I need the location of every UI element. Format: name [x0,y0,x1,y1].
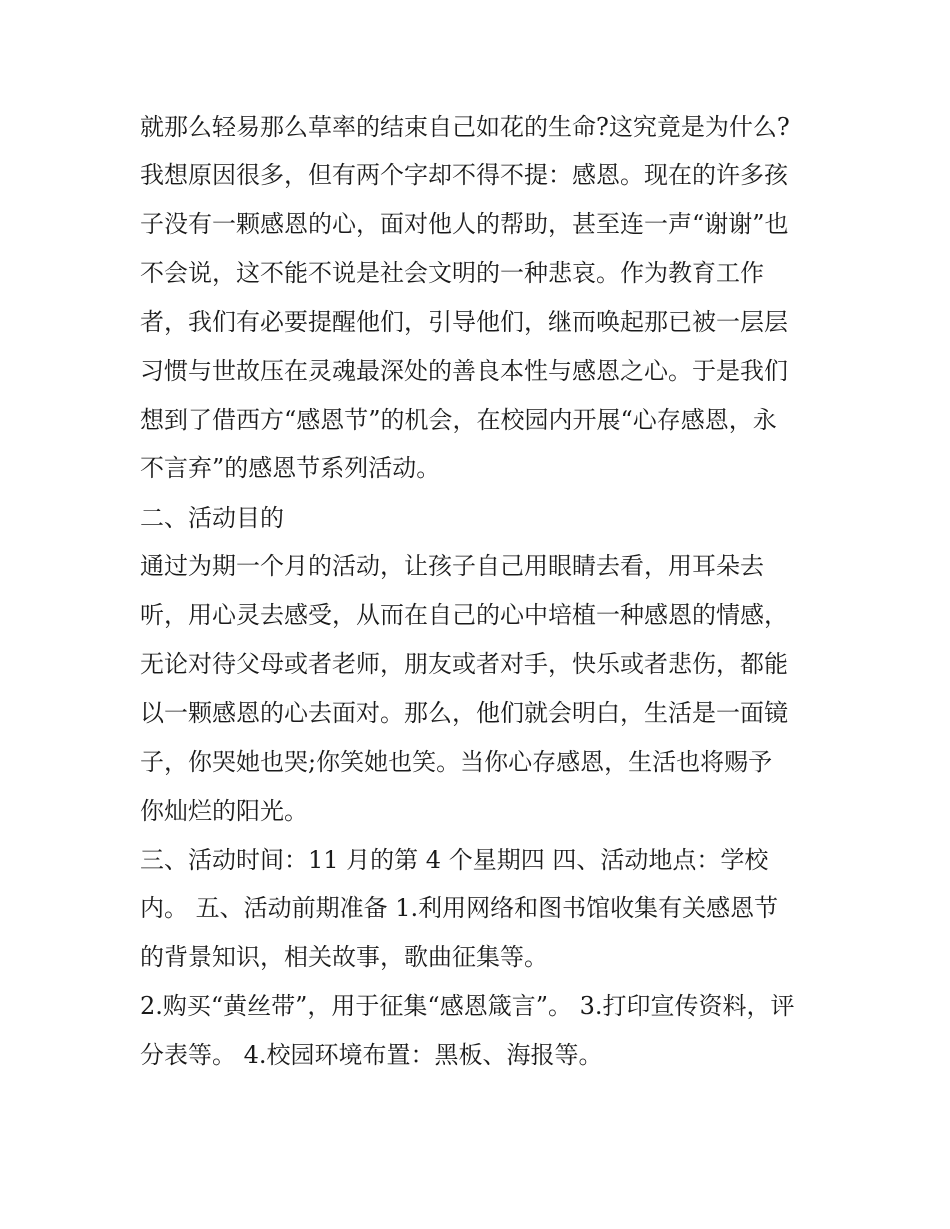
paragraph-line: 以一颗感恩的心去面对。那么，他们就会明白，生活是一面镜 [140,699,788,727]
paragraph-line: 通过为期一个月的活动，让孩子自己用眼睛去看，用耳朵去 [140,552,764,580]
paragraph-line: 内。 五、活动前期准备 1.利用网络和图书馆收集有关感恩节 [140,894,779,922]
paragraph-line: 听，用心灵去感受，从而在自己的心中培植一种感恩的情感， [140,601,788,629]
paragraph-line: 的背景知识，相关故事，歌曲征集等。 [140,943,548,971]
paragraph-line: 习惯与世故压在灵魂最深处的善良本性与感恩之心。于是我们 [140,357,788,385]
paragraph-line: 者，我们有必要提醒他们，引导他们，继而唤起那已被一层层 [140,308,788,336]
paragraph-line: 子，你哭她也哭;你笑她也笑。当你心存感恩，生活也将赐予 [140,748,773,776]
paragraph-line: 就那么轻易那么草率的结束自己如花的生命?这究竟是为什么? [140,113,790,141]
paragraph-line: 想到了借西方“感恩节”的机会，在校园内开展“心存感恩，永 [140,406,777,434]
paragraph-line: 分表等。 4.校园环境布置：黑板、海报等。 [140,1041,603,1069]
section-heading: 二、活动目的 [140,504,284,532]
paragraph-line: 你灿烂的阳光。 [140,797,308,825]
paragraph-line: 不会说，这不能不说是社会文明的一种悲哀。作为教育工作 [140,259,764,287]
paragraph-line: 三、活动时间：11 月的第 4 个星期四 四、活动地点：学校 [140,846,769,874]
paragraph-line: 不言弃”的感恩节系列活动。 [140,454,441,482]
paragraph-line: 子没有一颗感恩的心，面对他人的帮助，甚至连一声“谢谢”也 [140,210,789,238]
paragraph-line: 无论对待父母或者老师，朋友或者对手，快乐或者悲伤，都能 [140,650,788,678]
paragraph-line: 2.购买“黄丝带”，用于征集“感恩箴言”。 3.打印宣传资料，评 [140,992,795,1020]
paragraph-line: 我想原因很多，但有两个字却不得不提：感恩。现在的许多孩 [140,161,788,189]
